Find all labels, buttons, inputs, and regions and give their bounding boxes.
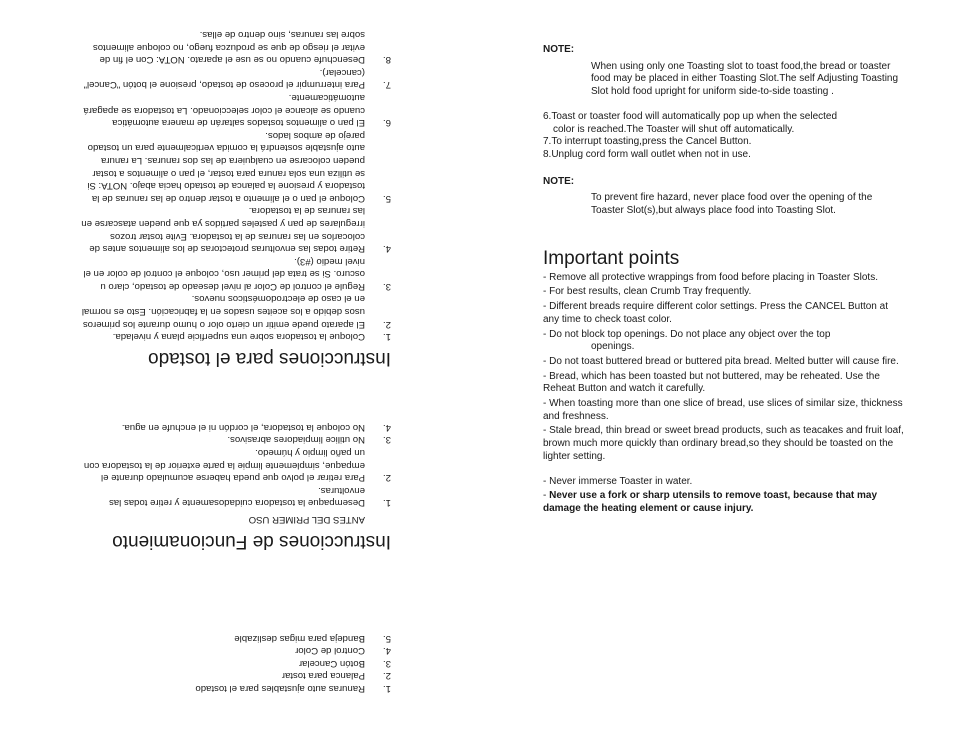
step-8: 8.Unplug cord form wall outlet when not in use. [543,148,751,160]
toasting-step: 1. Coloque la tostadora sobre una superficie plana y nivelada. [112,331,391,343]
toasting-step: 2. El aparato puede emitir un cierto olor o humo durante los primeros usos debido a los aceites usados en la fabricación. Esto es normal en el caso de electrodomésticos nuevos. [81,293,391,330]
operation-title: Instrucciones de Funcionamiento [112,531,391,553]
point-item: - Stale bread, thin bread or sweet bread products, such as teacakes and fruit loaf, brown much more quickly than ordinary bread,so they should be toasted on the lighter setting. [543,425,904,462]
toasting-step: 7. Para interrumpir el proceso de tostado, presione el botón "Cancel" (cancelar). [83,66,391,91]
point-item: - Do not toast buttered bread or buttered pita bread. Melted butter will cause fire. [543,355,899,367]
spacer [81,567,391,631]
parts-list [81,631,391,694]
note-text: To prevent fire hazard, never place food over the opening of the Toaster Slot(s),but always place food into Toasting Slot. [591,192,873,217]
toasting-step: 5. Coloque el pan o el alimento a tostar dentro de las ranuras de la tostadora y presione la palanca de tostado hacia abajo. NOTA: Si se utiliza una sola ranura para tostar, el pan o alimentos a tostar pueden colocarse en cualquiera de las dos ranuras. La ranura auto ajustable sostendrá la comida verticalmente para un tostado parejo de ambos lados. [87,129,391,204]
parts-list-item: 2. Palanca para tostar [281,670,391,682]
operation-step: 4. No coloque la tostadora, el cordón ni el enchufe en agua. [121,421,391,433]
point-item: - For best results, clean Crumb Tray frequently. [543,286,752,298]
english-content [543,44,905,518]
before-first-use-label: ANTES DEL PRIMER USO [248,514,365,526]
toasting-step: 6. El pan o alimentos tostados saltarán de manera automática cuando se alcance el color seleccionado. La tostadora se apagará automáticamente. [83,92,391,129]
note-label: NOTE: [543,44,575,55]
english-page [477,0,954,738]
note-label: NOTE: [543,175,575,187]
important-points-title: Important points [543,247,680,269]
note-text: When using only one Toasting slot to toast food,the bread or toaster food may be placed in either Toasting Slot.The self Adjusting Toasting Slot hold food upright for uniform side-to-side toasting . [591,60,899,98]
toasting-step: 8. Desenchufe cuando no se use el aparato. NOTA: Con el fin de evitar el riesgo de que se produzca fuego, no coloque alimentos sobre las ranuras, sino dentro de ellas. [93,29,391,66]
point-item: - Bread, which has been toasted but not buttered, may be reheated. Use the Reheat Button and watch it carefully. [543,370,880,395]
parts-list-item: 5. Bandeja para migas deslizable [234,632,391,644]
step-6: 6.Toast or toaster food will automatically pop up when the selected color is reached.The Toaster will shut off automatically. [543,110,838,135]
point-item: - Remove all protective wrappings from food before placing in Toaster Slots. [543,271,878,283]
point-item: - Do not block top openings. Do not place any object over the top openings. [543,328,831,353]
point-item: - Different breads require different color settings. Press the CANCEL Button at any time to check toast color. [543,301,888,325]
toasting-title: Instrucciones para el tostado [148,348,391,370]
operation-step: 2. Para retirar el polvo que pueda haberse acumulado durante el empaque, simplemente limpie la parte exterior de la tostadora con un paño limpio y húmedo. [83,447,391,484]
parts-list-item: 4. Control de Color [295,645,391,657]
warning-item: - Never use a fork or sharp utensils to remove toast, because that may damage the heating element or cause injury. [543,490,878,514]
toasting-step: 3. Regule el control de Color al nivel deseado de tostado, claro u oscuro. Si se trata del primer uso, coloque el control de color en el nivel medio (#3). [83,255,391,292]
operation-step: 3. No utilice limpiadores abrasivos. [227,434,391,446]
operation-steps [81,420,391,508]
step-7: 7.To interrupt toasting,press the Cancel Button. [543,136,752,148]
parts-list-item: 1. Ranuras auto ajustables para el tostado [195,683,391,694]
parts-list-item: 3. Botón Cancelar [298,657,391,669]
point-item: - Never immerse Toaster in water. [543,475,693,487]
operation-step: 1. Desempaque la tostadora cuidadosamente y retire todas las envolturas. [109,484,391,509]
toasting-step: 4. Retire todas las envolturas protectoras de los alimentos antes de colocarlos en las ranuras de la tostadora. Evite tostar trozos irregulares de pan y pasteles partidos ya que pueden atascarse en las ranuras de la tostadora. [81,205,391,255]
spanish-content [81,27,391,694]
point-item: - When toasting more than one slice of bread, use slices of similar size, thickness and freshness. [543,398,903,422]
toasting-steps [81,27,391,342]
